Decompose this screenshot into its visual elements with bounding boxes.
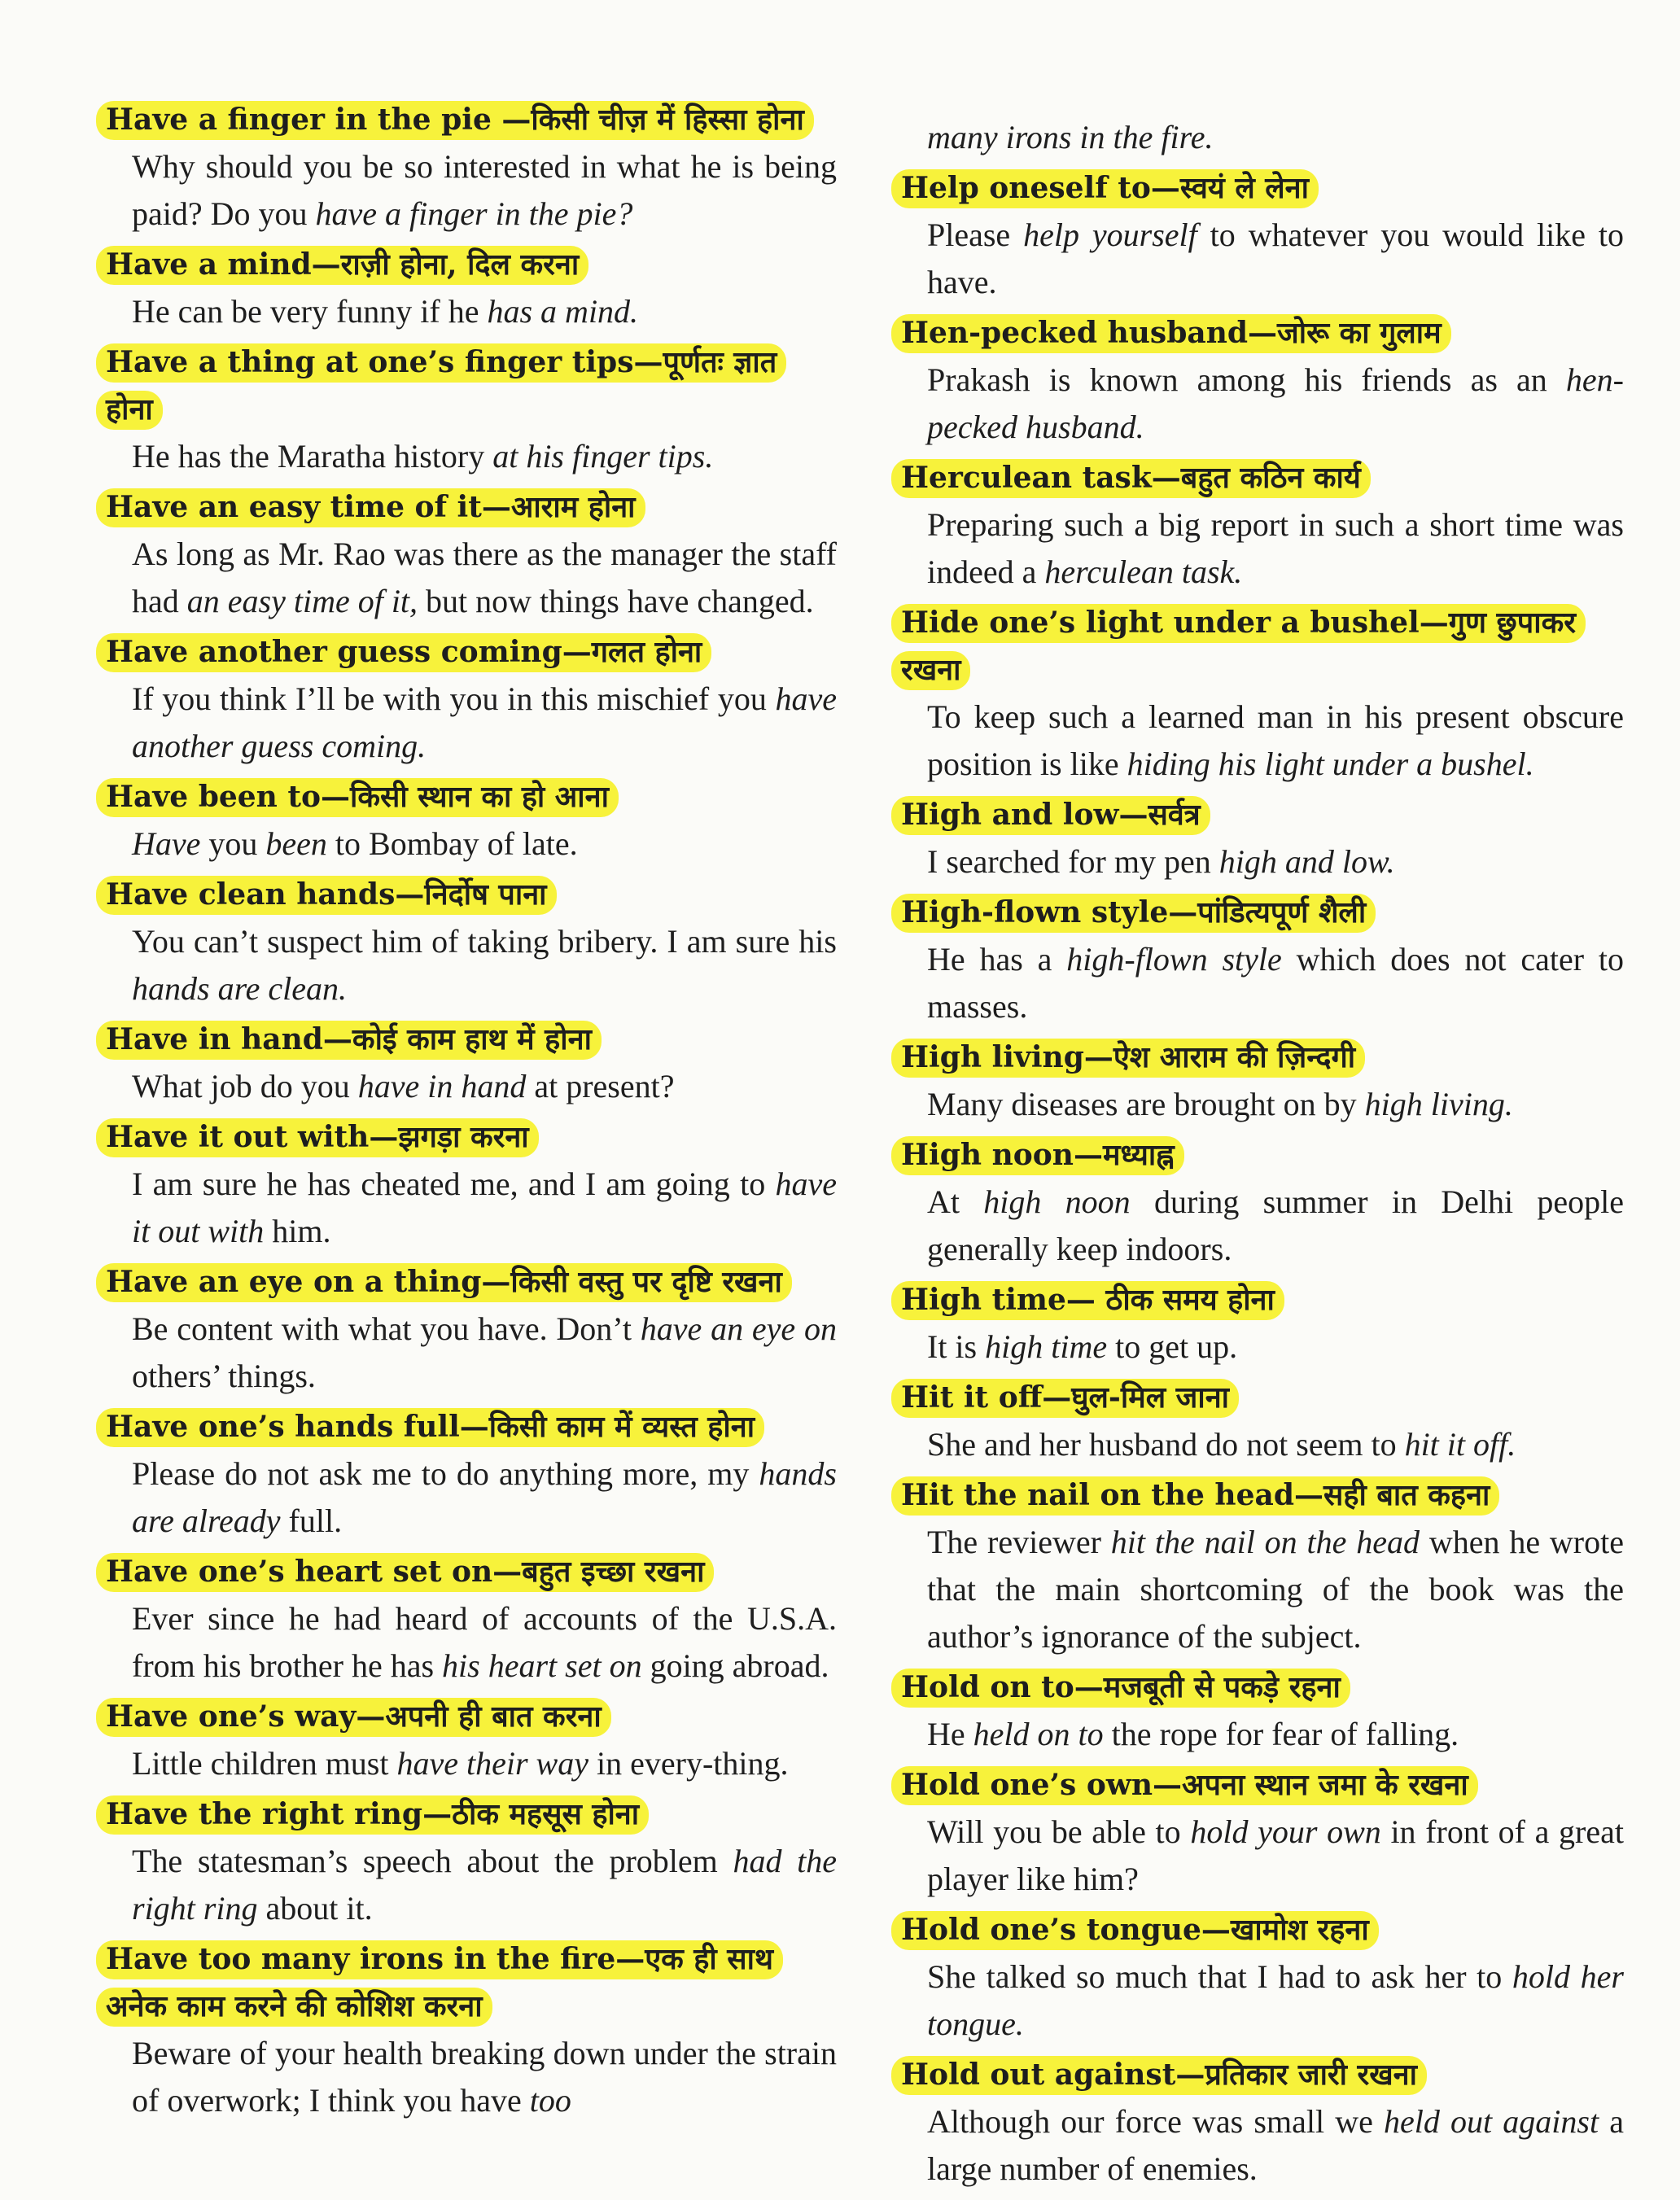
example-sentence (132, 2030, 837, 2124)
example-text: It is (927, 1328, 986, 1365)
example-sentence (132, 1595, 837, 1690)
continued-example (927, 114, 1624, 161)
example-text: She talked so much that I had to ask her to (927, 1958, 1512, 1995)
idiom-usage-italic: high and low. (1218, 843, 1395, 880)
idiom-entry (891, 1906, 1624, 2048)
idiom-entry (96, 1548, 837, 1690)
idiom-entry (891, 1131, 1624, 1273)
idiom-headword: Have it out with—झगड़ा करना (96, 1118, 539, 1157)
example-text: He (927, 1716, 973, 1752)
example-text: Why should you be so interested in what he is being paid? Do you (132, 148, 837, 232)
example-sentence (927, 838, 1624, 886)
idiom-headword: Have in hand—कोई काम हाथ में होना (96, 1021, 602, 1060)
example-sentence (132, 531, 837, 625)
example-sentence (132, 918, 837, 1013)
example-text: to Bombay of late. (326, 825, 578, 862)
idiom-headword: Hit it off—घुल-मिल जाना (891, 1379, 1239, 1418)
idiom-entry (891, 1276, 1624, 1371)
example-sentence (132, 1063, 837, 1110)
example-text: Many diseases are brought on by (927, 1086, 1365, 1122)
idiom-headword: Have one’s hands full—किसी काम में व्यस्त होना (96, 1408, 764, 1447)
idiom-headword: Have a finger in the pie —किसी चीज़ में हिस्सा होना (96, 101, 814, 140)
example-text: At (927, 1183, 984, 1220)
idiom-usage-italic: an easy time of it, (186, 583, 418, 619)
example-sentence (927, 936, 1624, 1030)
example-text: about it. (257, 1890, 373, 1927)
idiom-headword: Have another guess coming—गलत होना (96, 633, 711, 672)
example-text: in every-thing. (588, 1745, 789, 1782)
idiom-entry (96, 1693, 837, 1787)
example-text: going abroad. (641, 1647, 829, 1684)
left-column (96, 96, 837, 2128)
example-sentence (132, 1306, 837, 1400)
example-text: He has the Maratha history (132, 438, 493, 475)
example-sentence (927, 1809, 1624, 1903)
idiom-usage-italic: high living. (1364, 1086, 1513, 1122)
example-sentence (132, 433, 837, 480)
example-text: I am sure he has cheated me, and I am going to (132, 1166, 776, 1202)
idiom-usage-italic: hit the nail on the head (1110, 1524, 1420, 1560)
idiom-entry (891, 791, 1624, 886)
idiom-entry (891, 1761, 1624, 1903)
idiom-entry (96, 1016, 837, 1110)
idiom-headword: High noon—मध्याह्न (891, 1136, 1184, 1175)
idiom-entry (891, 1664, 1624, 1758)
idiom-entry (96, 1258, 837, 1400)
example-text: Please (927, 217, 1024, 253)
example-text: Little children must (132, 1745, 397, 1782)
example-text: full. (280, 1502, 343, 1539)
idiom-usage-italic: hands are already (132, 1455, 837, 1539)
example-text: to get up. (1107, 1328, 1238, 1365)
idiom-headword: High living—ऐश आराम की ज़िन्दगी (891, 1039, 1365, 1078)
example-sentence (927, 1323, 1624, 1371)
idiom-headword: Have too many irons in the fire—एक ही साथ अनेक काम करने की कोशिश करना (96, 1940, 783, 2027)
idiom-usage-italic: herculean task. (1044, 553, 1243, 590)
example-text: but now things have changed. (418, 583, 814, 619)
idiom-headword: Have clean hands—निर्दोष पाना (96, 876, 557, 915)
idiom-headword: Have been to—किसी स्थान का हो आना (96, 778, 619, 817)
example-text: You can’t suspect him of taking bribery. I am sure his (132, 923, 837, 960)
idiom-headword: Herculean task—बहुत कठिन कार्य (891, 459, 1371, 498)
idiom-entry (891, 1472, 1624, 1660)
example-text: If you think I’ll be with you in this mischief you (132, 680, 776, 717)
idiom-entry (891, 1034, 1624, 1128)
idiom-entry (891, 164, 1624, 306)
idiom-usage-italic: have their way (396, 1745, 588, 1782)
idiom-headword: Hold one’s own—अपना स्थान जमा के रखना (891, 1766, 1478, 1805)
example-sentence (927, 2098, 1624, 2193)
example-text: Preparing such a big report in such a short time was indeed a (927, 506, 1624, 590)
idiom-usage-italic: have it out with (132, 1166, 837, 1249)
idiom-usage-italic: hen-pecked husband. (927, 361, 1624, 445)
example-text: I searched for my pen (927, 843, 1219, 880)
idiom-entry (96, 628, 837, 770)
idiom-entry (891, 1374, 1624, 1468)
example-sentence (927, 1179, 1624, 1273)
idiom-usage-italic: high noon (983, 1183, 1131, 1220)
idiom-usage-italic: have in hand (357, 1068, 527, 1104)
idiom-headword: Hide one’s light under a bushel—गुण छुपाकर रखना (891, 604, 1586, 690)
example-sentence (927, 501, 1624, 596)
idiom-entry (96, 241, 837, 335)
example-text: when he wrote that the main shortcoming of the book was the author’s ignorance of the subject. (927, 1524, 1624, 1655)
example-text: others’ things. (132, 1358, 316, 1394)
example-sentence (132, 1450, 837, 1545)
idiom-usage-italic: his heart set on (442, 1647, 642, 1684)
example-text: He can be very funny if he (132, 293, 488, 330)
idiom-entry (96, 1791, 837, 1932)
example-text: a large number of enemies. (927, 2103, 1624, 2187)
idiom-entry (891, 309, 1624, 451)
idiom-usage-italic: Have (132, 825, 201, 862)
idiom-usage-italic: have another guess coming. (132, 680, 837, 764)
idiom-headword: Have the right ring—ठीक महसूस होना (96, 1795, 649, 1835)
example-text: She and her husband do not seem to (927, 1426, 1405, 1463)
example-text: He has a (927, 941, 1067, 978)
example-text: him. (264, 1213, 331, 1249)
idiom-headword: High time— ठीक समय होना (891, 1281, 1284, 1320)
example-sentence (132, 820, 837, 868)
example-sentence (927, 356, 1624, 451)
idiom-usage-italic: held on to (973, 1716, 1104, 1752)
example-sentence (927, 1953, 1624, 2048)
idiom-usage-italic: been (265, 825, 327, 862)
example-sentence (132, 288, 837, 335)
idiom-entry (891, 599, 1624, 788)
idiom-usage-italic: have an eye on (640, 1310, 837, 1347)
idiom-usage-italic: high time (985, 1328, 1108, 1365)
idiom-headword: Have a thing at one’s finger tips—पूर्णतः ज्ञात होना (96, 343, 786, 430)
idiom-usage-italic: had the right ring (132, 1843, 838, 1927)
example-sentence (927, 1081, 1624, 1128)
idiom-headword: High-flown style—पांडित्यपूर्ण शैली (891, 894, 1376, 933)
example-text: during summer in Delhi people generally keep indoors. (927, 1183, 1624, 1267)
idiom-headword: Hold on to—मजबूती से पकड़े रहना (891, 1669, 1350, 1708)
idiom-headword: Have one’s heart set on—बहुत इच्छा रखना (96, 1553, 714, 1592)
example-sentence (132, 676, 837, 770)
example-sentence (927, 1519, 1624, 1660)
example-sentence (132, 1838, 837, 1932)
example-text: in front of a great player like him? (927, 1813, 1624, 1897)
example-sentence (132, 1740, 837, 1787)
idiom-usage-italic: hands are clean. (132, 970, 348, 1007)
idiom-usage-italic: have a finger in the pie? (315, 195, 633, 232)
idiom-entry (891, 454, 1624, 596)
idiom-usage-italic: hit it off. (1404, 1426, 1516, 1463)
idiom-headword: Help oneself to—स्वयं ले लेना (891, 169, 1319, 208)
idiom-entry (96, 773, 837, 868)
idiom-headword: Hen-pecked husband—जोरू का गुलाम (891, 314, 1451, 353)
example-text: The statesman’s speech about the problem (132, 1843, 733, 1879)
example-text: The reviewer (927, 1524, 1111, 1560)
idiom-entry (96, 339, 837, 480)
idiom-headword: Hold one’s tongue—खामोश रहना (891, 1911, 1379, 1950)
idiom-headword: Hit the nail on the head—सही बात कहना (891, 1476, 1499, 1516)
example-sentence (132, 143, 837, 238)
example-text: Please do not ask me to do anything more, my (132, 1455, 759, 1492)
idiom-entry (96, 871, 837, 1013)
example-sentence (927, 693, 1624, 788)
idiom-usage-italic: at his finger tips. (492, 438, 714, 475)
idiom-usage-italic: help yourself (1023, 217, 1197, 253)
idiom-headword: Hold out against—प्रतिकार जारी रखना (891, 2056, 1427, 2095)
example-text: To keep such a learned man in his present obscure position is like (927, 698, 1624, 782)
example-text: Be content with what you have. Don’t (132, 1310, 641, 1347)
example-text: Will you be able to (927, 1813, 1191, 1850)
idiom-headword: Have an easy time of it—आराम होना (96, 488, 645, 527)
idiom-headword: High and low—सर्वत्र (891, 796, 1210, 835)
example-text: What job do you (132, 1068, 358, 1104)
idiom-usage-italic: high-flown style (1066, 941, 1282, 978)
idiom-headword: Have an eye on a thing—किसी वस्तु पर दृष्टि रखना (96, 1263, 792, 1302)
idiom-entry (891, 2051, 1624, 2193)
idiom-usage-italic: held out against (1384, 2103, 1599, 2140)
idiom-entry (891, 889, 1624, 1030)
example-text: Although our force was small we (927, 2103, 1384, 2140)
idiom-entry (96, 96, 837, 238)
example-text: which does not cater to masses. (927, 941, 1625, 1025)
idiom-usage-italic: hiding his light under a bushel. (1127, 746, 1534, 782)
idiom-usage-italic: many irons in the fire. (927, 119, 1214, 155)
example-text: at present? (526, 1068, 675, 1104)
idiom-usage-italic: hold her tongue. (927, 1958, 1624, 2042)
idiom-usage-italic: too (529, 2082, 571, 2119)
idiom-usage-italic: hold your own (1190, 1813, 1381, 1850)
idiom-usage-italic: has a mind. (487, 293, 639, 330)
example-text: the rope for fear of falling. (1103, 1716, 1459, 1752)
example-sentence (132, 1161, 837, 1255)
idiom-entry (96, 1113, 837, 1255)
right-column (891, 114, 1624, 2196)
idiom-entry (96, 483, 837, 625)
example-text: to whatever you would like to have. (927, 217, 1625, 300)
example-sentence (927, 212, 1624, 306)
example-text: As long as Mr. Rao was there as the manager the staff had (132, 536, 837, 619)
example-text: Ever since he had heard of accounts of the U.S.A. from his brother he has (132, 1600, 837, 1684)
example-text: Beware of your health breaking down under the strain of overwork; I think you have (132, 2035, 837, 2119)
idiom-entry (96, 1403, 837, 1545)
idiom-entry (96, 1935, 837, 2124)
idiom-headword: Have a mind—राज़ी होना, दिल करना (96, 246, 588, 285)
idiom-headword: Have one’s way—अपनी ही बात करना (96, 1698, 611, 1737)
example-text: you (200, 825, 266, 862)
example-sentence (927, 1421, 1624, 1468)
example-sentence (927, 1711, 1624, 1758)
example-text: Prakash is known among his friends as an (927, 361, 1566, 398)
